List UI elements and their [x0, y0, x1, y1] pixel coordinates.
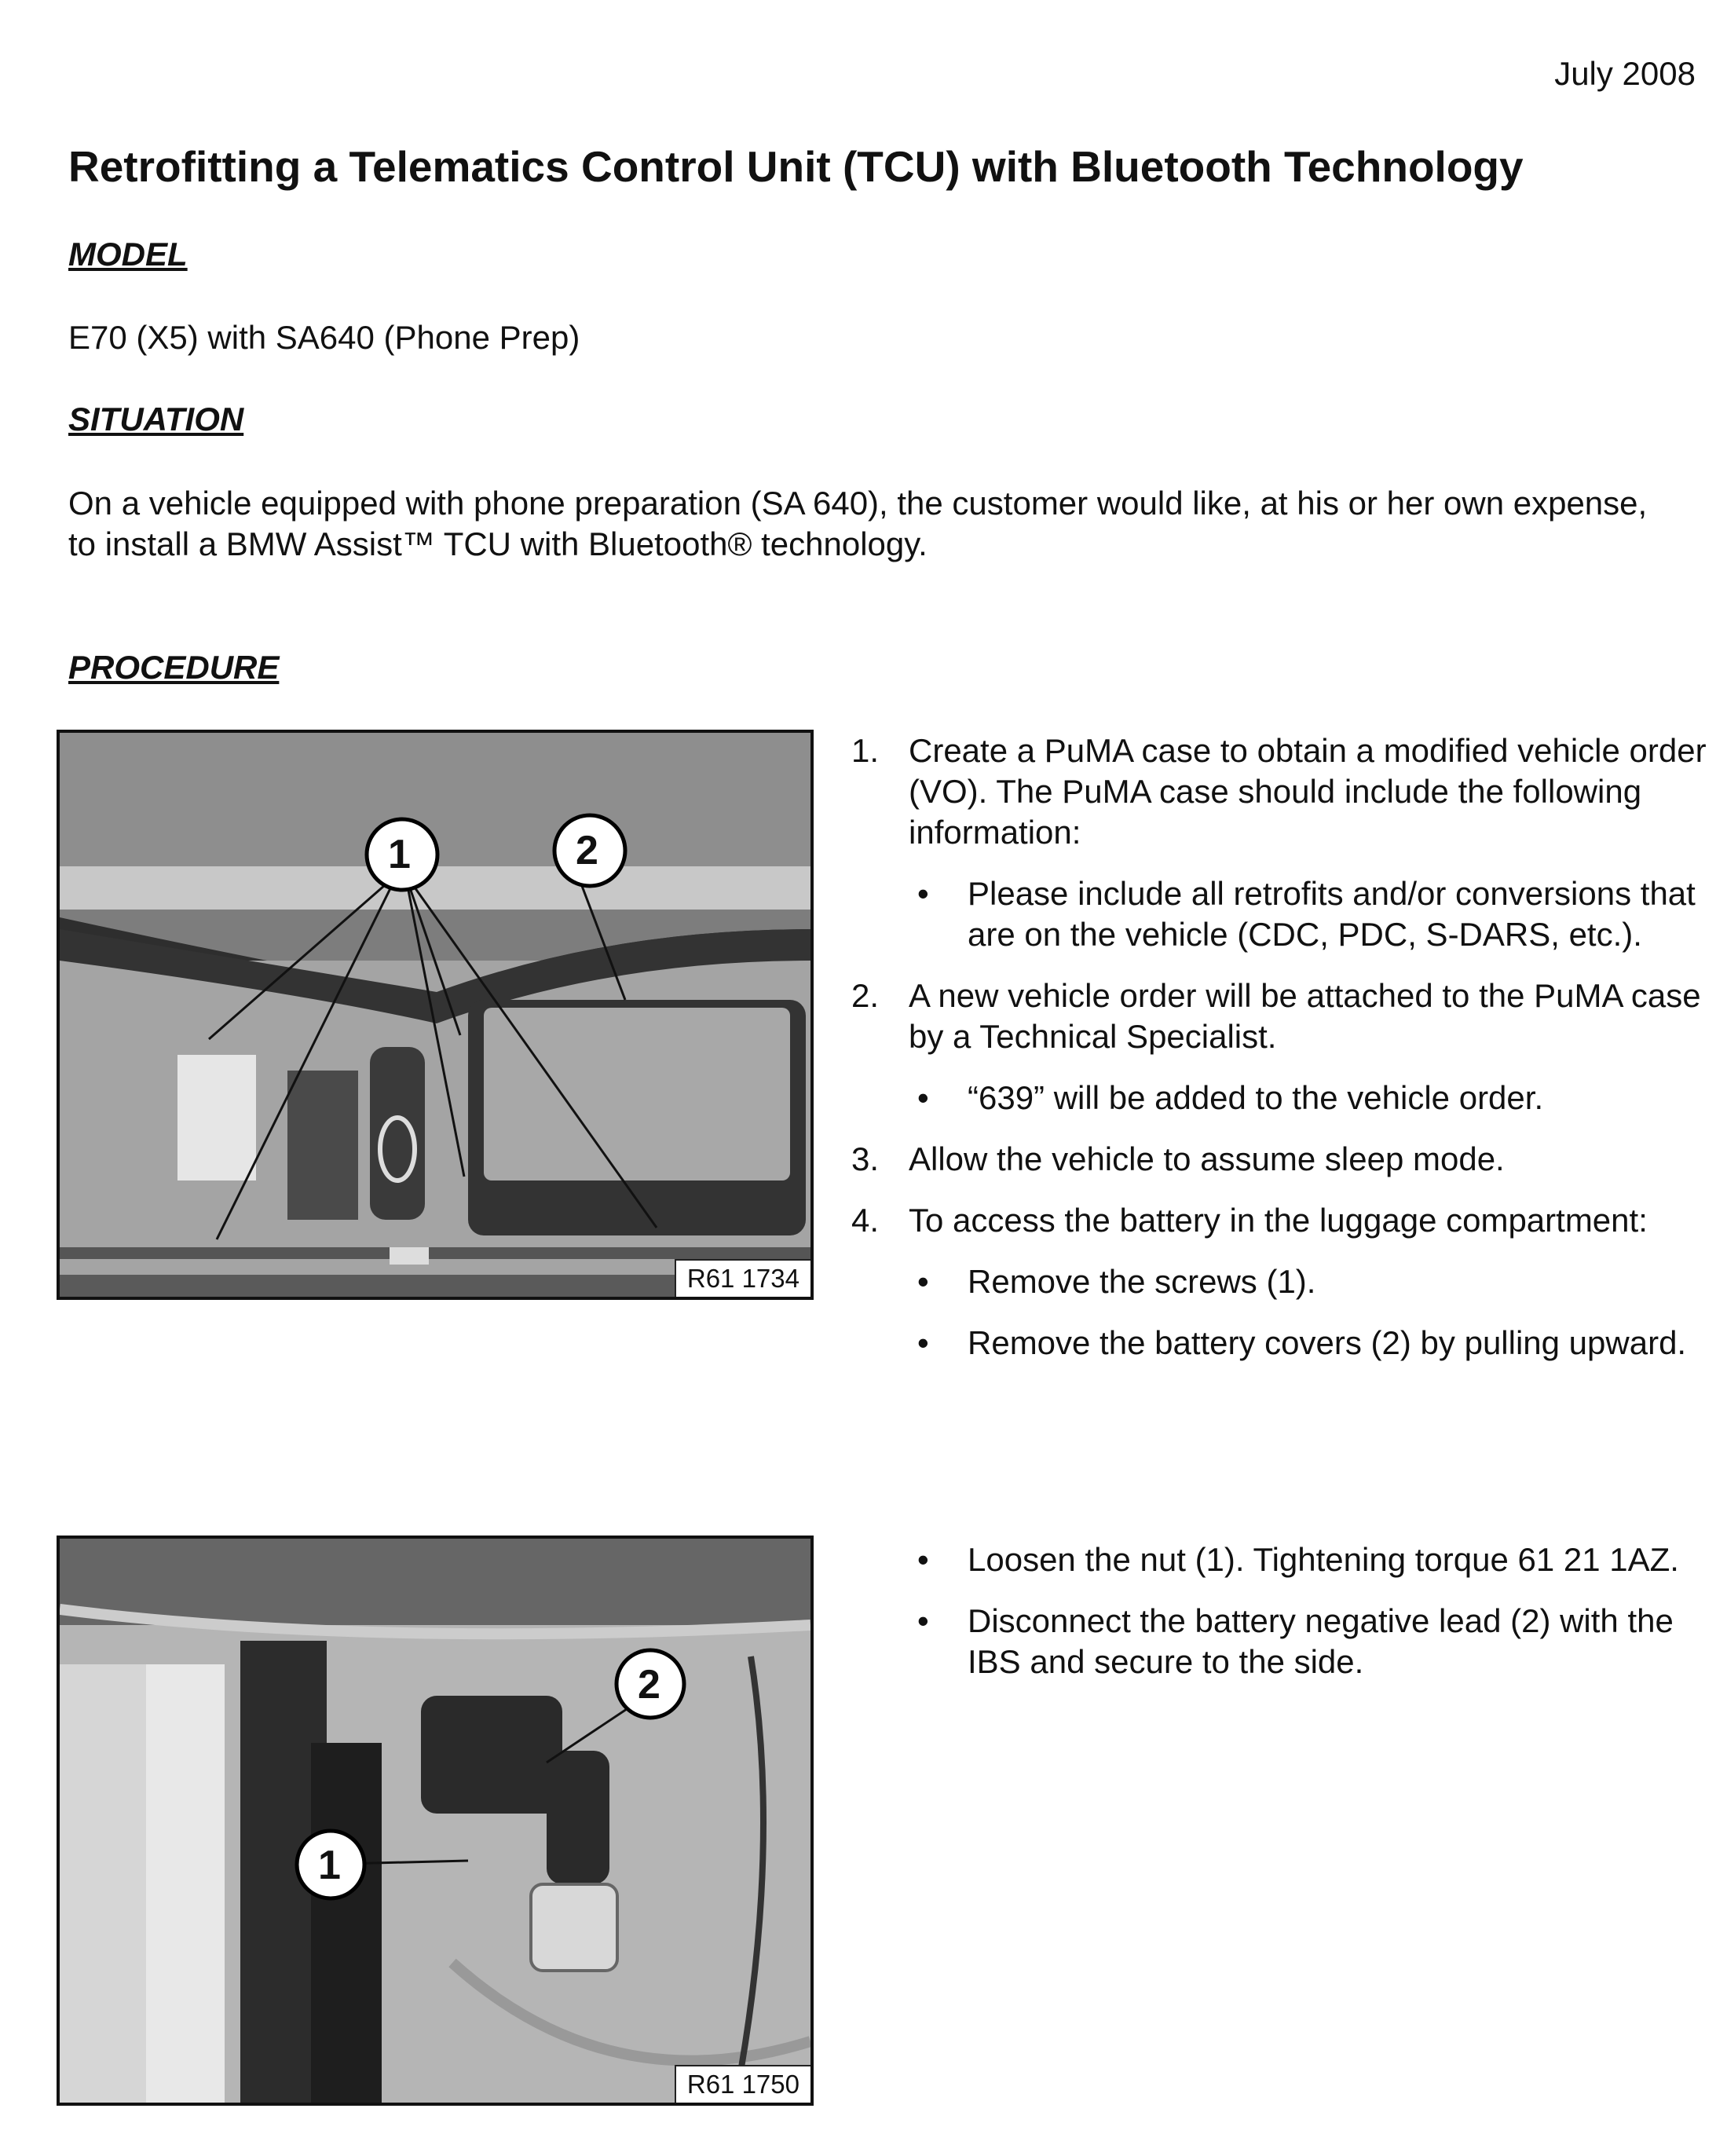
callout-1-label: 1 [318, 1843, 341, 1888]
step-item [851, 1200, 1723, 1241]
bullet-item [909, 873, 1723, 955]
step-number: 2. [851, 977, 880, 1014]
procedure-heading: PROCEDURE [68, 649, 280, 686]
step-item [851, 976, 1723, 1057]
bullet-text: Remove the screws (1). [968, 1263, 1316, 1300]
figure-battery [57, 1536, 814, 2106]
bullet-item [909, 1078, 1723, 1118]
bullet-icon: • [917, 1324, 929, 1361]
callout-2-label: 2 [638, 1662, 660, 1708]
bullet-text: Loosen the nut (1). Tightening torque 61 21 1AZ. [968, 1541, 1679, 1578]
bullet-icon: • [917, 1541, 929, 1578]
figure-luggage-compartment [57, 730, 814, 1300]
bullet-item [909, 1323, 1723, 1364]
bullet-item [909, 1539, 1723, 1580]
document-date: July 2008 [1554, 55, 1696, 92]
bullet-icon: • [917, 875, 929, 912]
model-heading: MODEL [68, 236, 188, 273]
procedure-continued [851, 1539, 1723, 1703]
bullet-item [909, 1601, 1723, 1682]
callout-1-label: 1 [388, 832, 411, 877]
procedure-steps [851, 730, 1723, 1384]
bullet-text: Disconnect the battery negative lead (2) with the IBS and secure to the side. [968, 1602, 1674, 1680]
document-title: Retrofitting a Telematics Control Unit (TCU) with Bluetooth Technology [68, 142, 1524, 191]
step-text: A new vehicle order will be attached to the PuMA case by a Technical Specialist. [909, 977, 1701, 1055]
step-item [851, 1139, 1723, 1180]
step-item [851, 730, 1723, 853]
step-number: 4. [851, 1202, 880, 1239]
model-text: E70 (X5) with SA640 (Phone Prep) [68, 319, 580, 356]
situation-text: On a vehicle equipped with phone preparation (SA 640), the customer would like, at his or her own expense, to install a BMW Assist™ TCU with Bluetooth® technology. [68, 485, 1648, 562]
situation-heading: SITUATION [68, 401, 244, 437]
figure-id: R61 1750 [675, 2065, 810, 2103]
step-number: 3. [851, 1140, 880, 1177]
callout-2-label: 2 [576, 828, 598, 873]
step-text: Create a PuMA case to obtain a modified vehicle order (VO). The PuMA case should include the following information: [909, 732, 1707, 851]
bullet-text: “639” will be added to the vehicle order. [968, 1079, 1544, 1116]
bullet-icon: • [917, 1263, 929, 1300]
step-text: Allow the vehicle to assume sleep mode. [909, 1140, 1505, 1177]
bullet-icon: • [917, 1079, 929, 1116]
step-number: 1. [851, 732, 880, 769]
figure-id: R61 1734 [675, 1259, 810, 1297]
bullet-item [909, 1261, 1723, 1302]
bullet-text: Please include all retrofits and/or conversions that are on the vehicle (CDC, PDC, S-DARS, etc.). [968, 875, 1696, 953]
step-text: To access the battery in the luggage compartment: [909, 1202, 1648, 1239]
bullet-icon: • [917, 1602, 929, 1639]
bullet-text: Remove the battery covers (2) by pulling upward. [968, 1324, 1687, 1361]
